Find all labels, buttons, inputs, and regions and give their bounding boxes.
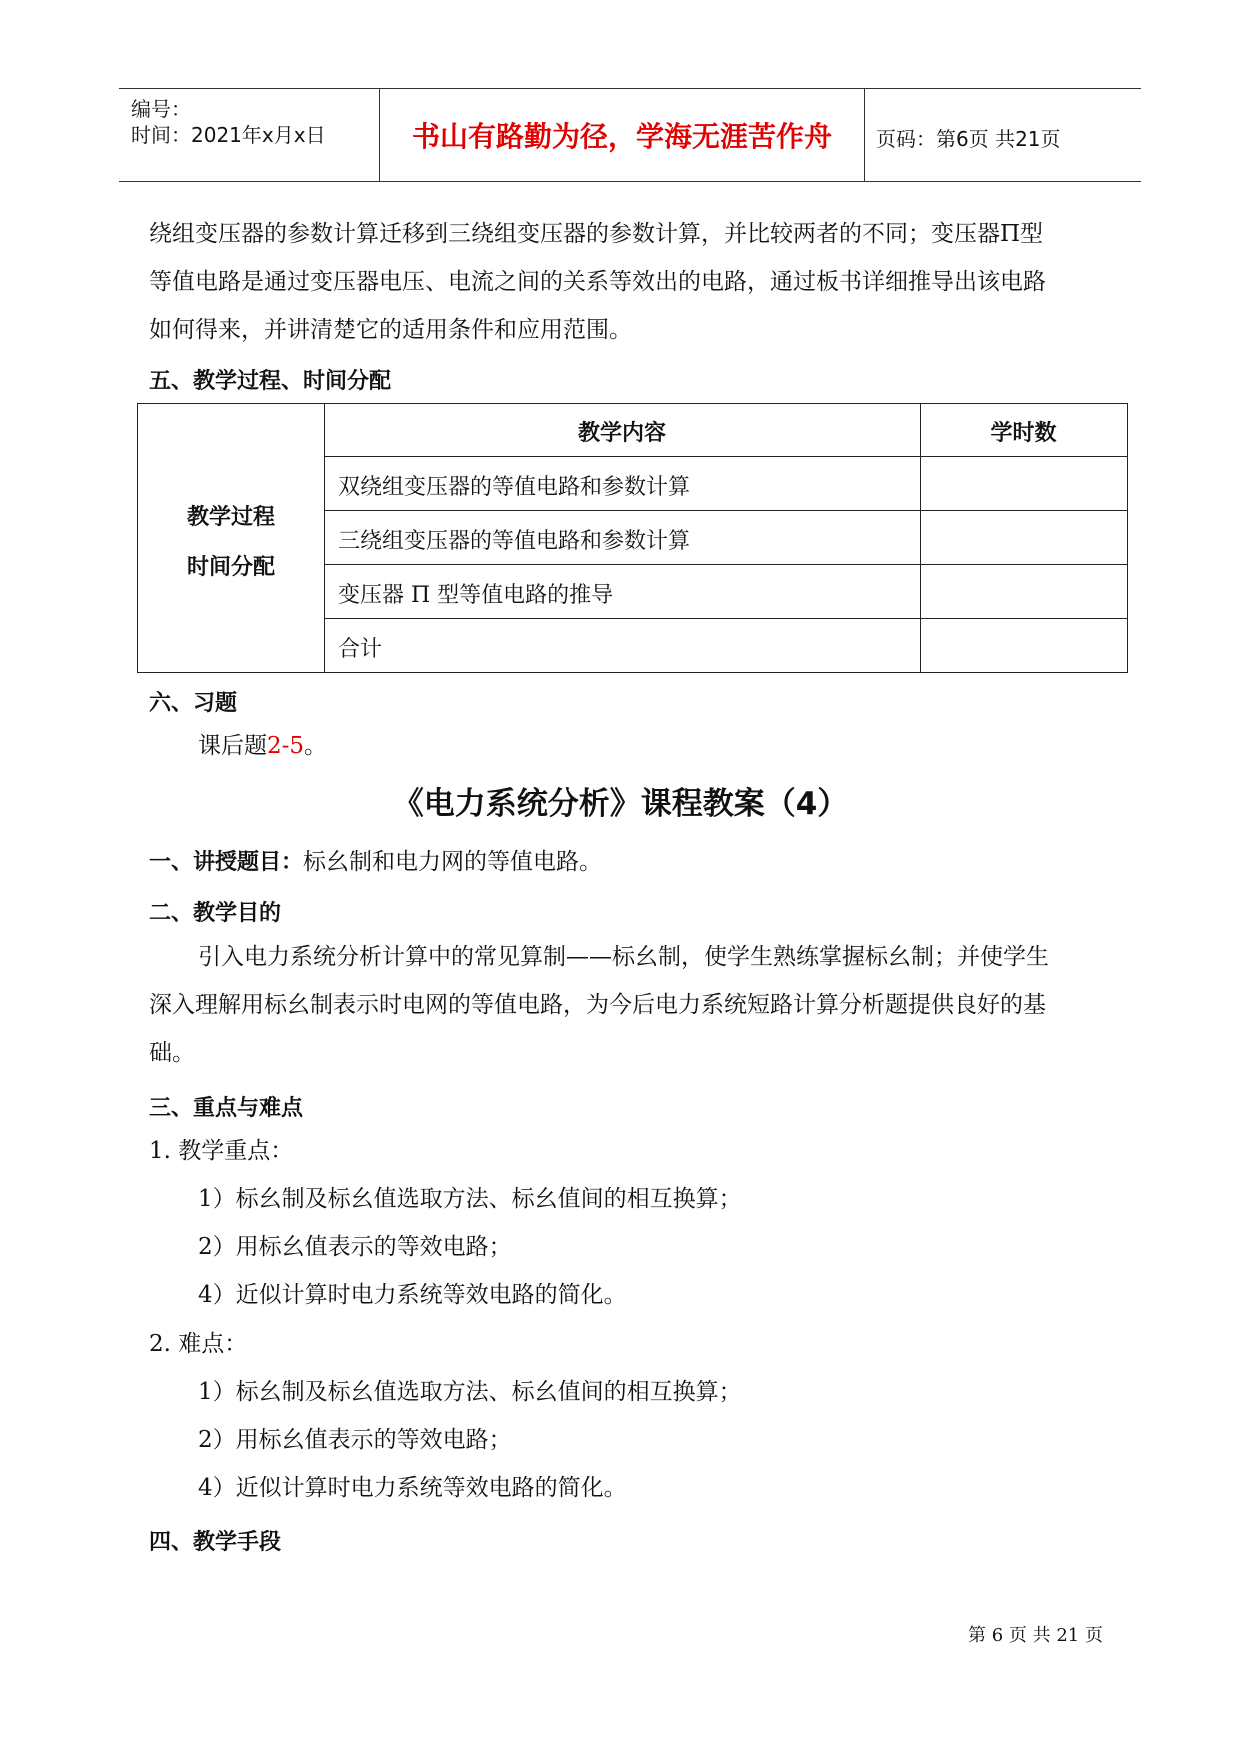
part-3-heading: 三、重点与难点: [149, 1096, 304, 1121]
table-row-label-2: 时间分配: [186, 555, 275, 580]
intro-line-2: 等值电路是通过变压器电压、电流之间的关系等效出的电路，通过板书详细推导出该电路: [149, 269, 1046, 295]
part-2-line-3: 础。: [149, 1040, 195, 1066]
list-item: 2）用标幺值表示的等效电路；: [198, 1427, 512, 1453]
list-item: 1）标幺制及标幺值选取方法、标幺值间的相互换算；: [198, 1379, 742, 1405]
part-1-text: 标幺制和电力网的等值电路。: [303, 849, 603, 875]
part-1-heading: 一、讲授题目：: [149, 850, 304, 875]
part-1: [149, 838, 602, 887]
list-item: 1）标幺制及标幺值选取方法、标幺值间的相互换算；: [198, 1186, 742, 1212]
list-item: 2）用标幺值表示的等效电路；: [198, 1234, 512, 1260]
page-header: [119, 88, 1141, 182]
list-item: 4）近似计算时电力系统等效电路的简化。: [198, 1282, 627, 1308]
section-5-heading: 五、教学过程、时间分配: [149, 369, 392, 394]
part-2-line-1: 引入电力系统分析计算中的常见算制——标幺制，使学生熟练掌握标幺制；并使学生: [198, 944, 1049, 970]
part-4-heading: 四、教学手段: [149, 1530, 282, 1555]
table-row: 三绕组变压器的等值电路和参数计算: [338, 529, 691, 554]
section-6-heading: 六、习题: [149, 691, 238, 716]
table-row: 变压器 Π 型等值电路的推导: [338, 583, 614, 608]
table-header-hours: 学时数: [990, 421, 1057, 446]
header-meta: [119, 89, 379, 181]
header-time: 时间：2021年x月x日: [131, 123, 326, 147]
lesson-title: 《电力系统分析》课程教案（4）: [392, 786, 849, 822]
intro-line-1: 绕组变压器的参数计算迁移到三绕组变压器的参数计算，并比较两者的不同；变压器Π型: [149, 221, 1044, 247]
header-motto-cell: [379, 89, 865, 181]
intro-line-3: 如何得来，并讲清楚它的适用条件和应用范围。: [149, 317, 632, 343]
schedule-table: [137, 403, 1128, 673]
header-page-cell: [864, 89, 1141, 181]
part-2-line-2: 深入理解用标幺制表示时电网的等值电路，为今后电力系统短路计算分析题提供良好的基: [149, 992, 1046, 1018]
table-row: 合计: [338, 637, 383, 662]
list-item: 4）近似计算时电力系统等效电路的简化。: [198, 1475, 627, 1501]
exercise-text: 课后题2-5。: [198, 733, 328, 759]
part-2-heading: 二、教学目的: [149, 901, 282, 926]
table-row: 双绕组变压器的等值电路和参数计算: [338, 475, 691, 500]
exercise-ref: 2-5: [267, 733, 305, 759]
header-number: 编号：: [131, 97, 191, 121]
header-page-info: 页码：第6页 共21页: [876, 127, 1061, 151]
key-points-label: 1. 教学重点：: [149, 1138, 294, 1164]
difficulties-label: 2. 难点：: [149, 1331, 248, 1357]
table-header-content: 教学内容: [577, 421, 666, 446]
page-footer: 第 6 页 共 21 页: [968, 1625, 1103, 1646]
table-row-label-1: 教学过程: [186, 505, 275, 530]
header-motto: 书山有路勤为径，学海无涯苦作舟: [411, 120, 832, 153]
